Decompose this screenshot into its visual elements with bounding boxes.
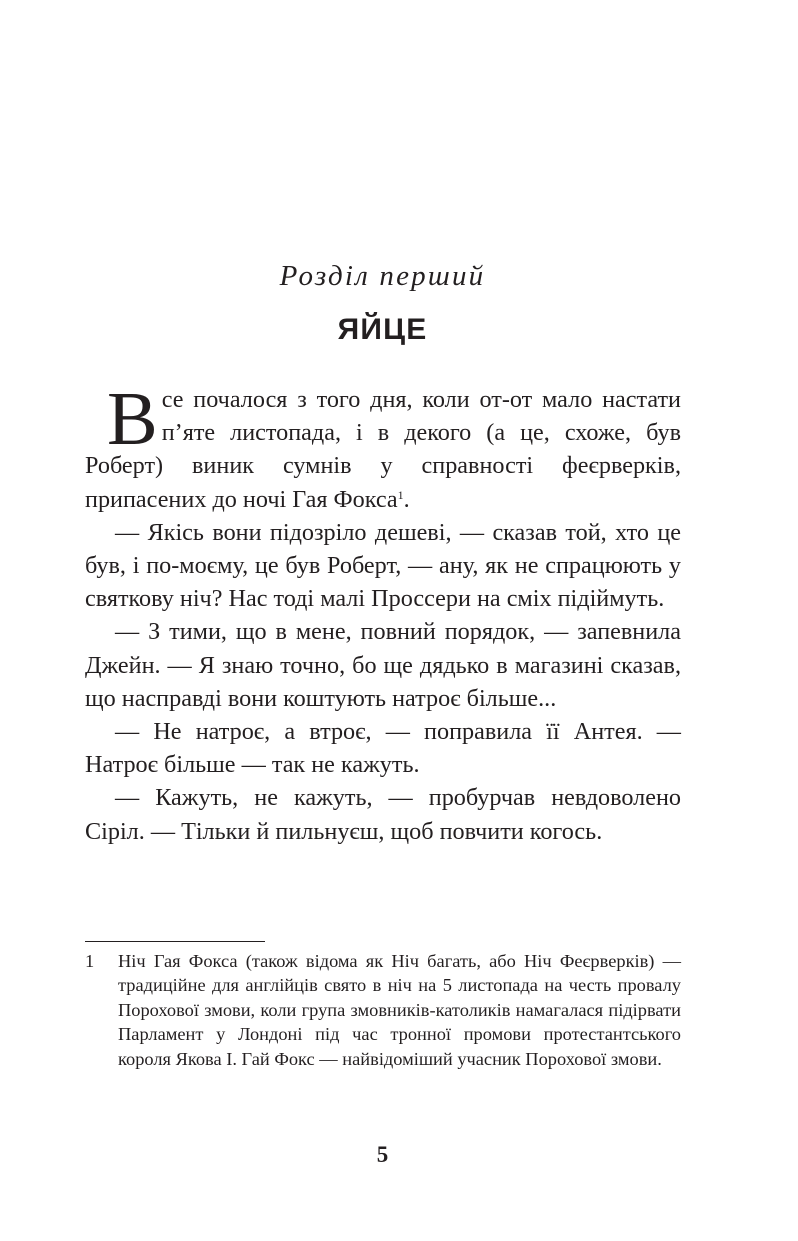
paragraph-1-text: се почалося з того дня, коли от-от мало настати п’яте листопада, і в декого (а це, схоже, був Роберт) виник сумнів у справності феєрверків, припасених до ночі Гая Фокса: [85, 386, 681, 513]
paragraph-2: — Якісь вони підозріло дешеві, — сказав той, хто це був, і по-моєму, це був Роберт, — ану, як не спрацюють у святкову ніч? Нас тоді малі Проссери на сміх підіймуть.: [85, 518, 681, 613]
paragraph-1-end: .: [403, 485, 410, 513]
paragraph-3: — З тими, що в мене, повний порядок, — запевнила Джейн. — Я знаю точно, бо ще дядько в магазині сказав, що насправді вони коштують натроє більше...: [85, 618, 681, 712]
chapter-label: Розділ перший: [279, 260, 486, 292]
page-number: 5: [376, 1142, 389, 1167]
drop-cap: В: [107, 377, 158, 461]
paragraph-5: — Кажуть, не кажуть, — пробурчав невдоволено Сіріл. — Тільки й пильнуєш, щоб повчити когось.: [85, 784, 681, 845]
paragraph-4: — Не натроє, а втроє, — поправила її Антея. — Натроє більше — так не кажуть.: [85, 718, 681, 779]
footnote-text: Ніч Гая Фокса (також відома як Ніч багать, або Ніч Феєрверків) — традиційне для англійців свято в ніч на 5 листопада на честь провалу Порохової змови, коли група змовників-католиків намагалася підірвати Парламент у Лондоні під час тронної промови протестантського короля Якова I. Гай Фокс — найвідоміший учасник Порохової змови.: [118, 951, 681, 1069]
chapter-body: [85, 377, 681, 848]
footnote-divider: [85, 941, 265, 942]
footnote-reference[interactable]: 1: [397, 487, 404, 502]
footnote: [85, 949, 681, 1071]
chapter-title: ЯЙЦЕ: [337, 313, 428, 346]
paragraph-1: [85, 377, 681, 516]
footnote-number: 1: [85, 951, 95, 971]
